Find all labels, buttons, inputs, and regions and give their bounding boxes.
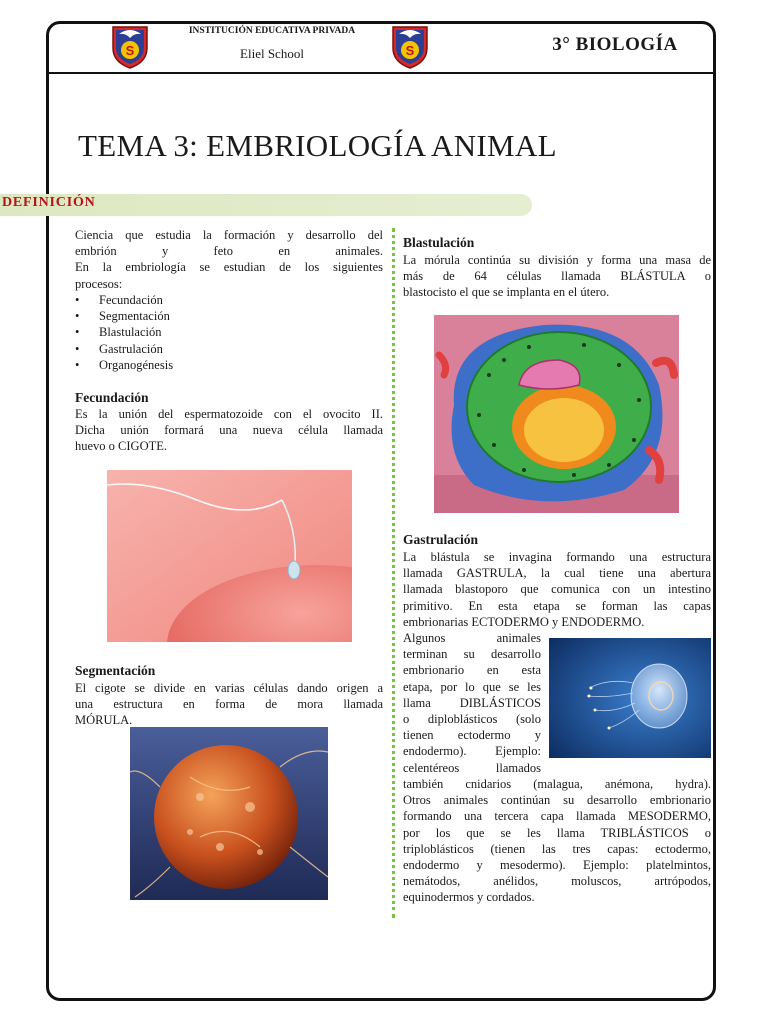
blastulacion-text: [403, 252, 711, 301]
text-line: La blástula se invagina formando una estructura: [403, 550, 711, 564]
list-item: • Blastulación: [75, 324, 173, 340]
blastulacion-heading: Blastulación: [403, 235, 475, 250]
text-line: embrión y feto en animales.: [75, 244, 383, 259]
list-item: • Gastrulación: [75, 341, 173, 357]
triblasticos-text: [403, 776, 711, 906]
text-line: huevo o CIGOTE.: [75, 439, 167, 454]
text-line: primitivo. En esta etapa se forman las capas: [403, 598, 711, 613]
gastrulacion-text: [403, 549, 711, 630]
text-line: Es la unión del espermatozoide con el ovocito II.: [75, 407, 383, 421]
text-line: nemátodos, anélidos, moluscos, artrópodos,: [403, 874, 711, 889]
list-item: • Fecundación: [75, 292, 173, 308]
definition-label: DEFINICIÓN: [2, 195, 96, 210]
page-title: TEMA 3: EMBRIOLOGÍA ANIMAL: [78, 128, 557, 163]
text-line: endodermo). Ejemplo:: [403, 744, 541, 759]
text-line: formando una tercera capa llamada MESODERMO,: [403, 809, 711, 824]
text-line: terminan su desarrollo: [403, 647, 541, 662]
text-line: Otros animales continúan su desarrollo embrionario: [403, 793, 711, 808]
segmentacion-heading: Segmentación: [75, 663, 156, 678]
blastula-image: [434, 315, 679, 513]
list-item: • Segmentación: [75, 308, 173, 324]
text-line: Algunos animales: [403, 631, 541, 645]
school-name: Eliel School: [240, 46, 304, 61]
text-line: En la embriología se estudian de los siguientes: [75, 260, 383, 275]
school-crest-icon: [110, 24, 150, 70]
text-line: llama DIBLÁSTICOS: [403, 695, 541, 710]
text-line: tienen ectodermo y: [403, 728, 541, 743]
text-line: también cnidarios (malagua, anémona, hydra).: [403, 777, 711, 791]
svg-text:S: S: [405, 43, 415, 58]
text-line: procesos:: [75, 276, 123, 291]
process-list: [75, 292, 173, 373]
text-line: triploblásticos (tienen las tres capas: ectodermo,: [403, 841, 711, 856]
text-line: una estructura en forma de mora llamada: [75, 697, 383, 712]
gastrulacion-heading: Gastrulación: [403, 532, 479, 547]
text-line: más de 64 células llamada BLÁSTULA o: [403, 269, 711, 284]
institution-name: INSTITUCIÓN EDUCATIVA PRIVADA: [188, 26, 356, 36]
school-crest-icon: [390, 24, 430, 70]
text-line: blastocisto el que se implanta en el útero.: [403, 285, 610, 300]
svg-text:S: S: [125, 43, 135, 58]
diblasticos-text: [403, 630, 541, 776]
fecundacion-text: [75, 406, 383, 455]
text-line: embrionario en esta: [403, 663, 541, 678]
fecundacion-heading: Fecundación: [75, 390, 149, 405]
text-line: etapa, por lo que se les: [403, 679, 541, 694]
grade-subject: 3° BIOLOGÍA: [552, 34, 678, 55]
text-line: embrionarias ECTODERMO y ENDODERMO.: [403, 614, 645, 629]
text-line: por los que se les llama TRIBLÁSTICOS o: [403, 825, 711, 840]
text-line: celentéreos llamados: [403, 760, 541, 775]
text-line: Dicha unión formará una nueva célula llamada: [75, 423, 383, 438]
header-divider: [48, 72, 715, 74]
jellyfish-image: [549, 638, 711, 758]
text-line: o diploblásticos (solo: [403, 712, 541, 727]
text-line: Ciencia que estudia la formación y desarrollo del: [75, 228, 383, 242]
text-line: equinodermos y cordados.: [403, 890, 535, 905]
text-line: El cigote se divide en varias células dando origen a: [75, 681, 383, 695]
text-line: La mórula continúa su división y forma una masa de: [403, 253, 711, 267]
text-line: endodermo y mesodermo). Ejemplo: platelmintos,: [403, 858, 711, 873]
column-divider: [392, 228, 395, 918]
segmentacion-text: [75, 680, 383, 729]
text-line: llamada GASTRULA, la cual tiene una abertura: [403, 566, 711, 581]
morula-image: [130, 727, 328, 900]
definition-text: [75, 227, 383, 292]
list-item: • Organogénesis: [75, 357, 173, 373]
text-line: MÓRULA.: [75, 713, 133, 728]
text-line: llamada blastoporo que comunica con un intestino: [403, 582, 711, 597]
fertilization-image: [107, 470, 352, 642]
